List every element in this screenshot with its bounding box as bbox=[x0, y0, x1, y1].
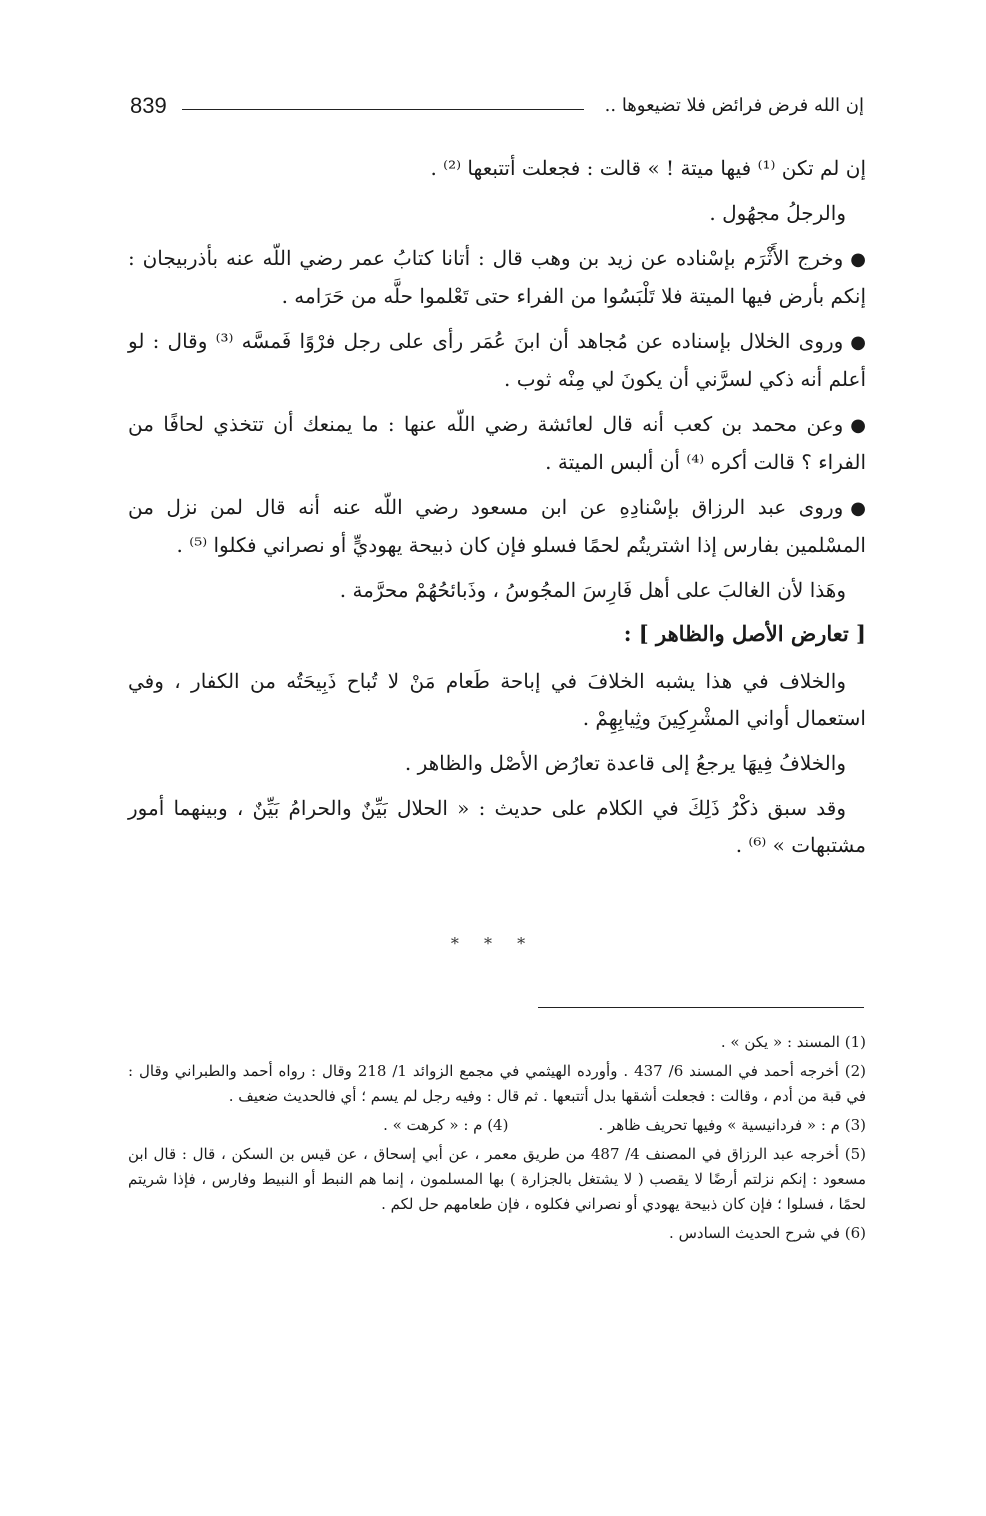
bullet-icon: ● bbox=[850, 415, 866, 436]
bullet-icon: ● bbox=[850, 249, 866, 270]
bullet-paragraph bbox=[128, 489, 866, 564]
paragraph-text: وعن محمد بن كعب أنه قال لعائشة رضي اللّه عنها : ما يمنعك أن تتخذي لحافًا من الفراء ؟ قالت أكره ⁽⁴⁾ أن ألبس الميتة . bbox=[128, 412, 866, 474]
footnotes bbox=[128, 1030, 866, 1250]
paragraph: والخلاف في هذا يشبه الخلافَ في إباحة طَعام مَنْ لا تُباح ذَبِيحَتُه من الكفار ، وفي استعمال أواني المشْرِكِينَ وثِيابِهِمْ . bbox=[128, 669, 866, 730]
paragraph-text: وروى الخلال بإسناده عن مُجاهد أن ابنَ عُمَر رأى على رجل فرْوًا فَمسَّه ⁽³⁾ وقال : لو أعلم أنه ذكي لسرَّني أن يكونَ لي مِنْه ثوب . bbox=[128, 329, 866, 391]
page-number: 839 bbox=[130, 93, 167, 118]
paragraph: وقد سبق ذكْرُ ذَلِكَ في الكلام على حديث : « الحلال بَيِّنٌ والحرامُ بَيِّنٌ ، وبينهما أمور مشتبهات » ⁽⁶⁾ . bbox=[128, 796, 866, 857]
footnote-row bbox=[128, 1113, 866, 1138]
running-title: إن الله فرض فرائض فلا تضيعوها .. bbox=[604, 95, 864, 116]
bullet-icon: ● bbox=[850, 498, 867, 519]
footnote: (6) في شرح الحديث السادس . bbox=[669, 1224, 866, 1242]
page-header bbox=[130, 92, 864, 124]
paragraph: والرجلُ مجهُول . bbox=[709, 201, 846, 225]
paragraph: إن لم تكن ⁽¹⁾ فيها ميتة ! » قالت : فجعلت أتتبعها ⁽²⁾ . bbox=[430, 156, 866, 180]
bullet-paragraph bbox=[128, 240, 866, 315]
footnote: (3) م : « فردانيسية » وفيها تحريف ظاهر . bbox=[598, 1116, 866, 1134]
bullet-paragraph bbox=[128, 406, 866, 481]
header-rule bbox=[182, 109, 584, 110]
footnote: (4) م : « كرهت » . bbox=[383, 1116, 509, 1134]
bullet-icon: ● bbox=[850, 332, 867, 353]
main-text bbox=[128, 150, 866, 872]
paragraph: وهَذا لأن الغالبَ على أهل فَارِسَ المجُوسُ ، وذَبائحُهُمْ محرَّمة . bbox=[339, 578, 846, 602]
paragraph-text: وخرج الأَثْرَم بإسْناده عن زيد بن وهب قال : أتانا كتابُ عمر رضي اللّه عنه بأذربيجان : إنكم بأرض فيها الميتة فلا تَلْبَسُوا من الفراء حتى تَعْلموا حلَّه من حَرَامه . bbox=[128, 246, 866, 308]
paragraph-text: وروى عبد الرزاق بإسْنادِهِ عن ابن مسعود رضي اللّه عنه أنه قال لمن نزل من المسْلمين بفارس إذا اشتريتُم لحمًا فسلو فإن كان ذبيحة يهوديٍّ أو نصراني فكلوا ⁽⁵⁾ . bbox=[128, 495, 866, 557]
footnote: (5) أخرجه عبد الرزاق في المصنف 4/ 487 من طريق معمر ، عن أبي إسحاق ، عن قيس بن السكن ، قال : قال ابن مسعود : إنكم نزلتم أرضًا لا يقصب ( لا يشتغل بالجزارة ) بها المسلمون ، إنما هم النبط أو النبيط وفارس ، فإذا شريتم لحمًا ، فسلوا ؛ فإن كان ذبيحة يهودي أو نصراني فكلوه ، فإن طعامهم حل لكم . bbox=[128, 1145, 866, 1213]
section-heading: [ تعارض الأصل والظاهر ] : bbox=[623, 621, 866, 646]
footnote-rule bbox=[538, 1007, 864, 1008]
section-divider-stars: * * * bbox=[450, 934, 536, 953]
footnote: (1) المسند : « يكن » . bbox=[720, 1033, 866, 1051]
bullet-paragraph bbox=[128, 323, 866, 398]
paragraph: والخلافُ فِيهَا يرجعُ إلى قاعدة تعارُض الأصْل والظاهر . bbox=[404, 751, 846, 775]
footnote: (2) أخرجه أحمد في المسند 6/ 437 . وأورده الهيثمي في مجمع الزوائد 1/ 218 وقال : رواه أحمد والطبراني وقال : في قبة من أدم ، وقالت : فجعلت أشقها بدل أتتبعها . ثم قال : وفيه رجل لم يسم ؛ أي فالحديث ضعيف . bbox=[128, 1062, 867, 1105]
